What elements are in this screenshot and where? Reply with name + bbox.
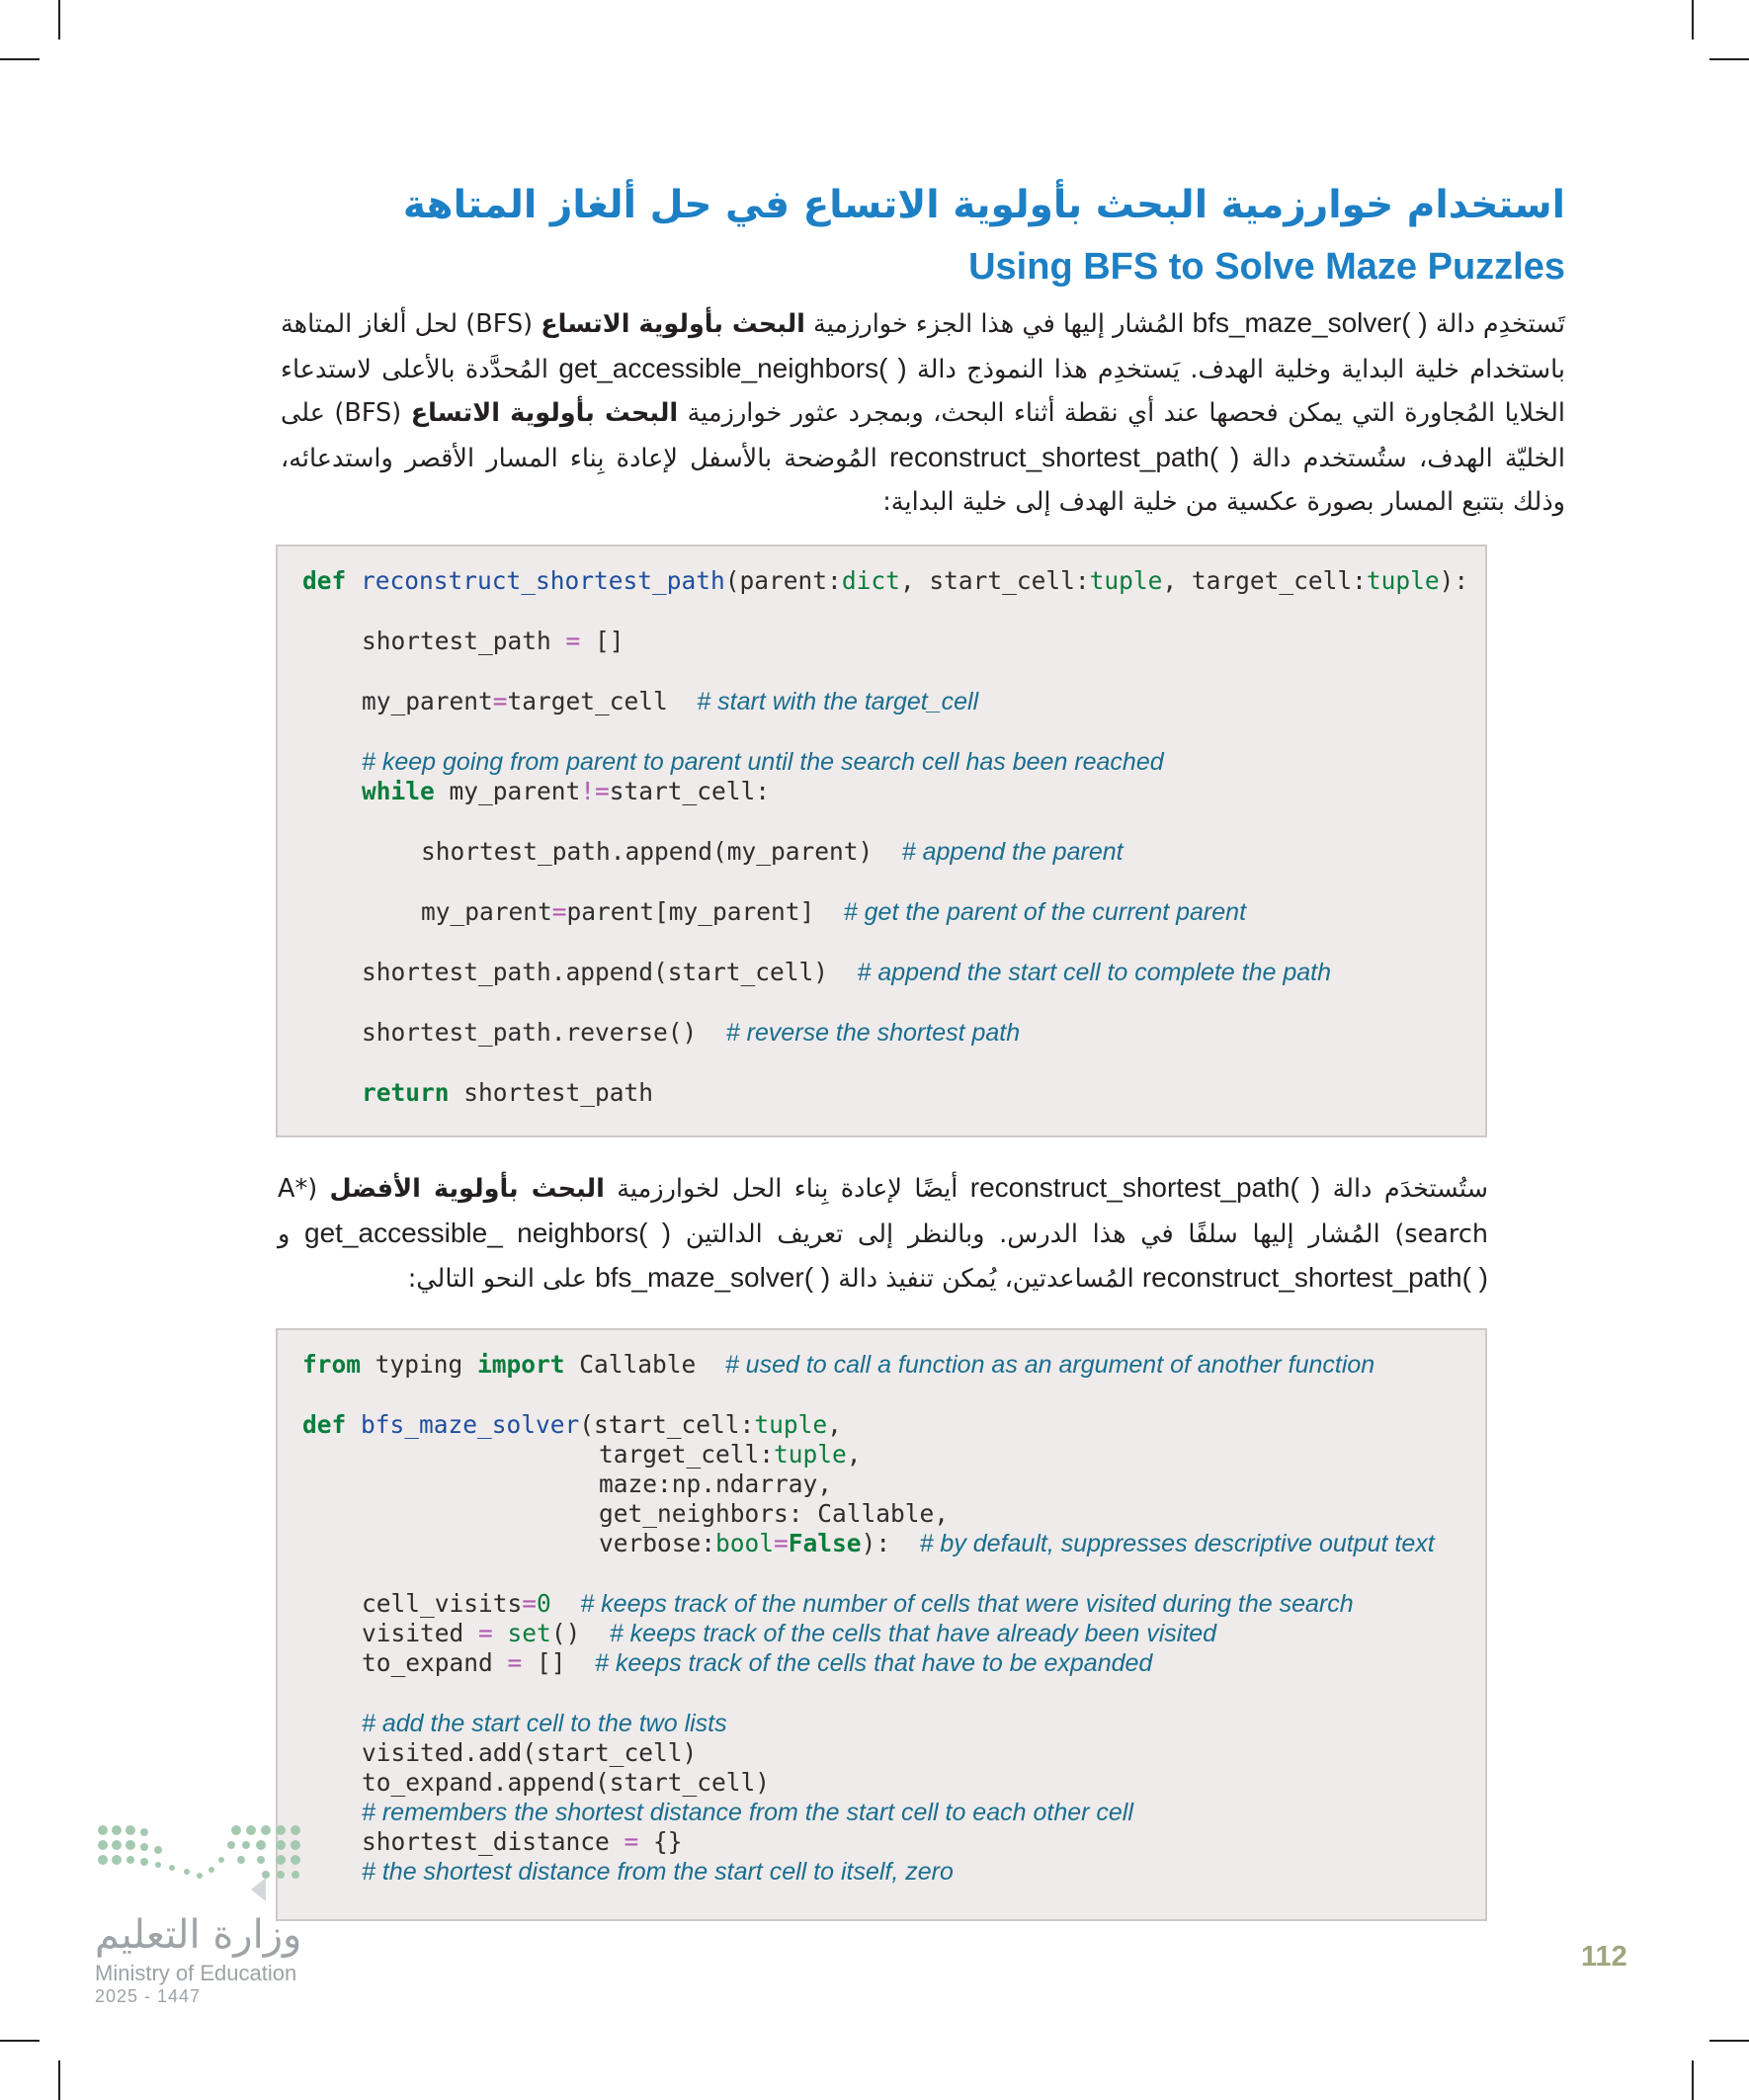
code-ref-bfs-maze-solver: bfs_maze_solver( ) xyxy=(595,1262,831,1293)
crop-mark xyxy=(58,2060,60,2100)
section-title-english: Using BFS to Solve Maze Puzzles xyxy=(968,246,1565,288)
code-line: verbose:bool=False): # by default, suppresses descriptive output text xyxy=(599,1529,1435,1557)
section-title-arabic: استخدام خوارزمية البحث بأولوية الاتساع في حل ألغاز المتاهة xyxy=(402,183,1565,227)
code-line: visited = set() # keeps track of the cells that have already been visited xyxy=(362,1619,1217,1647)
code-ref-get-accessible-neighbors: get_accessible_neighbors( ) xyxy=(558,352,907,383)
crop-mark xyxy=(58,0,60,40)
crop-mark xyxy=(1692,2060,1694,2100)
crop-mark xyxy=(1692,0,1694,40)
crop-mark xyxy=(1709,58,1749,60)
code-line: # the shortest distance from the start cell to itself, zero xyxy=(362,1858,954,1886)
crop-mark xyxy=(1709,2040,1749,2042)
code-line: from typing import Callable # used to call a function as an argument of another function xyxy=(302,1350,1375,1379)
second-paragraph: ستُستخدَم دالة reconstruct_shortest_path( ) أيضًا لإعادة بِناء الحل لخوارزمية البحث بأولوية الأفضل (A* search) المُشار إليها سلفًا في هذا الدرس. وبالنظر إلى تعريف الدالتين get_accessible_ neighbors( ) و reconstruct_shortest_path( ) المُساعدتين، يُمكن تنفيذ دالة bfs_maze_solver( ) على النحو التالي: xyxy=(278,1172,1489,1294)
code-line: # add the start cell to the two lists xyxy=(362,1710,727,1737)
code-block-reconstruct-shortest-path xyxy=(276,545,1487,1137)
code-line: get_neighbors: Callable, xyxy=(599,1499,950,1528)
code-block-bfs-maze-solver xyxy=(276,1328,1487,1921)
ministry-name-english: Ministry of Education xyxy=(95,1961,297,1985)
code-line: visited.add(start_cell) xyxy=(362,1738,698,1767)
code-ref-get-accessible-neighbors: get_accessible_ neighbors( ) xyxy=(304,1217,672,1248)
code-ref-reconstruct-shortest-path: reconstruct_shortest_path( ) xyxy=(889,441,1240,472)
code-ref-reconstruct-shortest-path: reconstruct_shortest_path( ) xyxy=(969,1172,1321,1203)
code-line: # keep going from parent to parent until the search cell has been reached xyxy=(362,748,1164,776)
ministry-years: 2025 - 1447 xyxy=(95,1986,202,2006)
code-line: shortest_distance = {} xyxy=(362,1827,683,1856)
crop-mark xyxy=(0,58,40,60)
code-line: return shortest_path xyxy=(362,1078,654,1107)
code-line: maze:np.ndarray, xyxy=(599,1470,833,1498)
ministry-name-arabic: وزارة التعليم xyxy=(95,1912,302,1958)
intro-paragraph: تَستخدِم دالة bfs_maze_solver( ) المُشار إليها في هذا الجزء خوارزمية البحث بأولوية الاتساع (BFS) لحل ألغاز المتاهة باستخدام خلية البداية وخلية الهدف. يَستخدِم هذا النموذج دالة get_accessible_neighbors( ) المُحدَّدة بالأعلى لاستدعاء الخلايا المُجاورة التي يمكن فحصها عند أي نقطة أثناء البحث، وبمجرد عثور خوارزمية البحث بأولوية الاتساع (BFS) على الخليّة الهدف، ستُستخدم دالة reconstruct_shortest_path( ) المُوضحة بالأسفل لإعادة بِناء المسار الأقصر واستدعائه، وذلك بتتبع المسار بصورة عكسية من خلية الهدف إلى خلية البداية: xyxy=(281,307,1565,517)
code-line: shortest_path.append(start_cell) # append the start cell to complete the path xyxy=(362,958,1331,986)
code-line: target_cell:tuple, xyxy=(599,1440,862,1469)
code-line: shortest_path.append(my_parent) # append the parent xyxy=(421,837,1124,866)
code-line: # remembers the shortest distance from the start cell to each other cell xyxy=(362,1799,1133,1826)
code-line: cell_visits=0 # keeps track of the number of cells that were visited during the search xyxy=(362,1589,1354,1618)
code-line: def reconstruct_shortest_path(parent:dict, start_cell:tuple, target_cell:tuple): xyxy=(302,566,1469,595)
code-line: my_parent=parent[my_parent] # get the parent of the current parent xyxy=(421,897,1247,926)
code-ref-reconstruct-shortest-path: reconstruct_shortest_path( ) xyxy=(1141,1262,1488,1293)
code-line: to_expand = [] # keeps track of the cells that have to be expanded xyxy=(362,1648,1153,1677)
code-line: my_parent=target_cell # start with the target_cell xyxy=(362,687,979,715)
code-line: def bfs_maze_solver(start_cell:tuple, xyxy=(302,1410,842,1439)
code-line: shortest_path = [] xyxy=(362,627,625,655)
crop-mark xyxy=(0,2040,40,2042)
code-line: shortest_path.reverse() # reverse the shortest path xyxy=(362,1018,1021,1047)
code-line: while my_parent!=start_cell: xyxy=(362,777,771,805)
page-number: 112 xyxy=(1581,1941,1627,1973)
code-line: to_expand.append(start_cell) xyxy=(362,1768,771,1797)
code-ref-bfs-maze-solver: bfs_maze_solver( ) xyxy=(1192,307,1428,338)
